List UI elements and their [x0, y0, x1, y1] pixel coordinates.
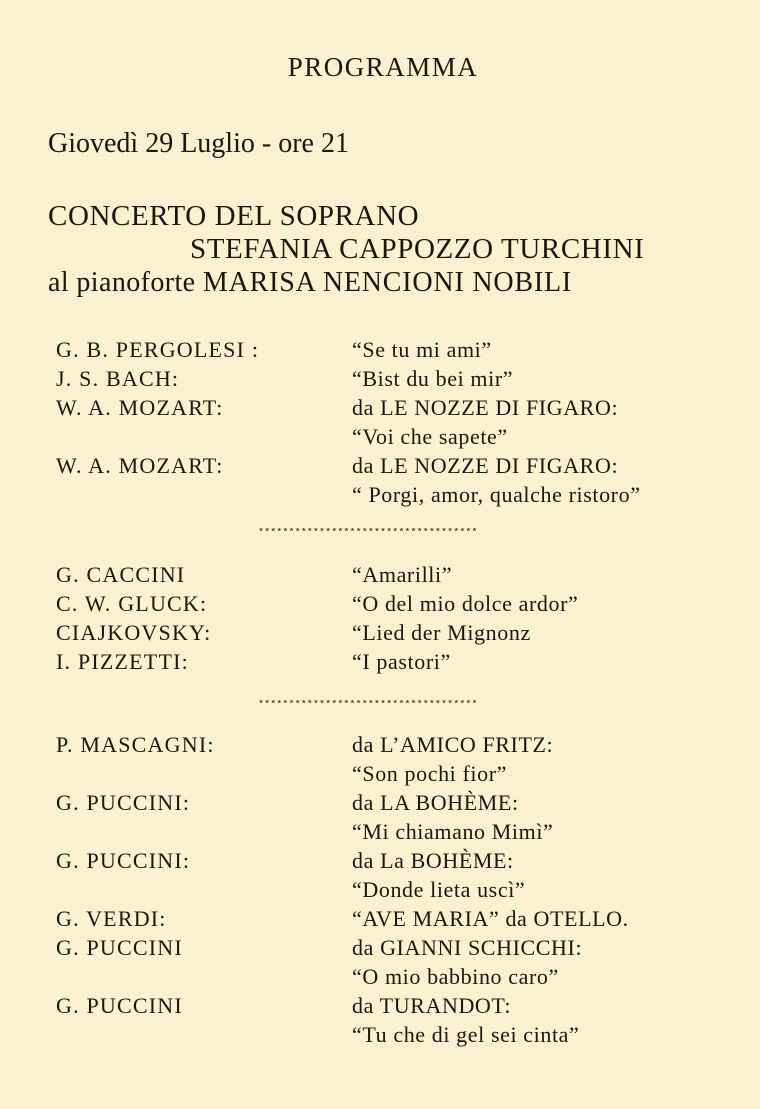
piece-title: da LE NOZZE DI FIGARO: [352, 395, 619, 420]
program-entry [0, 848, 760, 906]
program-entry [0, 649, 760, 678]
program-entry [0, 993, 760, 1051]
program-entry [0, 591, 760, 620]
piece-title: “O mio babbino caro” [352, 964, 559, 989]
program-entry [0, 562, 760, 591]
concert-title: CONCERTO DEL SOPRANO [48, 200, 420, 232]
composer-name: G. PUCCINI: [56, 848, 191, 873]
piece-title: da GIANNI SCHICCHI: [352, 935, 583, 960]
piece-title: da LE NOZZE DI FIGARO: [352, 453, 619, 478]
composer-name: G. VERDI: [56, 906, 167, 931]
program-entry [0, 906, 760, 935]
pianist-prefix: al pianoforte [48, 267, 196, 298]
composer-name: I. PIZZETTI: [56, 649, 189, 674]
program-entry [0, 935, 760, 993]
date-line: Giovedì 29 Luglio - ore 21 [48, 128, 349, 159]
composer-name: CIAJKOVSKY: [56, 620, 212, 645]
piece-title: da LA BOHÈME: [352, 790, 519, 815]
composer-name: G. CACCINI [56, 562, 186, 587]
piece-title: “O del mio dolce ardor” [352, 591, 579, 616]
piece-title: “I pastori” [352, 649, 451, 674]
piece-title: “Tu che di gel sei cinta” [352, 1022, 580, 1047]
piece-title: da TURANDOT: [352, 993, 512, 1018]
piece-title: “Son pochi fior” [352, 761, 508, 786]
piece-title: da La BOHÈME: [352, 848, 514, 873]
piece-title: “Donde lieta uscì” [352, 877, 526, 902]
program-entry [0, 395, 760, 453]
program-entry [0, 790, 760, 848]
program-entry [0, 620, 760, 649]
piece-title: “Voi che sapete” [352, 424, 508, 449]
pianist-line [48, 267, 572, 299]
composer-name: P. MASCAGNI: [56, 732, 215, 757]
composer-name: W. A. MOZART: [56, 453, 224, 478]
section-divider: ************************************ [258, 528, 478, 539]
composer-name: G. PUCCINI [56, 935, 183, 960]
program-entry [0, 366, 760, 395]
program-entry [0, 732, 760, 790]
piece-title: “Lied der Mignonz [352, 620, 531, 645]
composer-name: G. PUCCINI: [56, 790, 191, 815]
piece-title: da L’AMICO FRITZ: [352, 732, 554, 757]
piece-title: “ Porgi, amor, qualche ristoro” [352, 482, 641, 507]
program-title: PROGRAMMA [287, 52, 479, 82]
program-entry [0, 337, 760, 366]
composer-name: W. A. MOZART: [56, 395, 224, 420]
piece-title: “Mi chiamano Mimì” [352, 819, 554, 844]
piece-title: “Se tu mi ami” [352, 337, 492, 362]
piece-title: “Amarilli” [352, 562, 453, 587]
piece-title: “Bist du bei mir” [352, 366, 514, 391]
program-entry [0, 453, 760, 511]
soprano-name: STEFANIA CAPPOZZO TURCHINI [190, 233, 645, 265]
composer-name: C. W. GLUCK: [56, 591, 208, 616]
composer-name: G. PUCCINI [56, 993, 183, 1018]
composer-name: J. S. BACH: [56, 366, 180, 391]
pianist-name: MARISA NENCIONI NOBILI [202, 267, 573, 298]
composer-name: G. B. PERGOLESI : [56, 337, 260, 362]
piece-title: “AVE MARIA” da OTELLO. [352, 906, 629, 931]
section-divider: ************************************ [258, 700, 478, 711]
